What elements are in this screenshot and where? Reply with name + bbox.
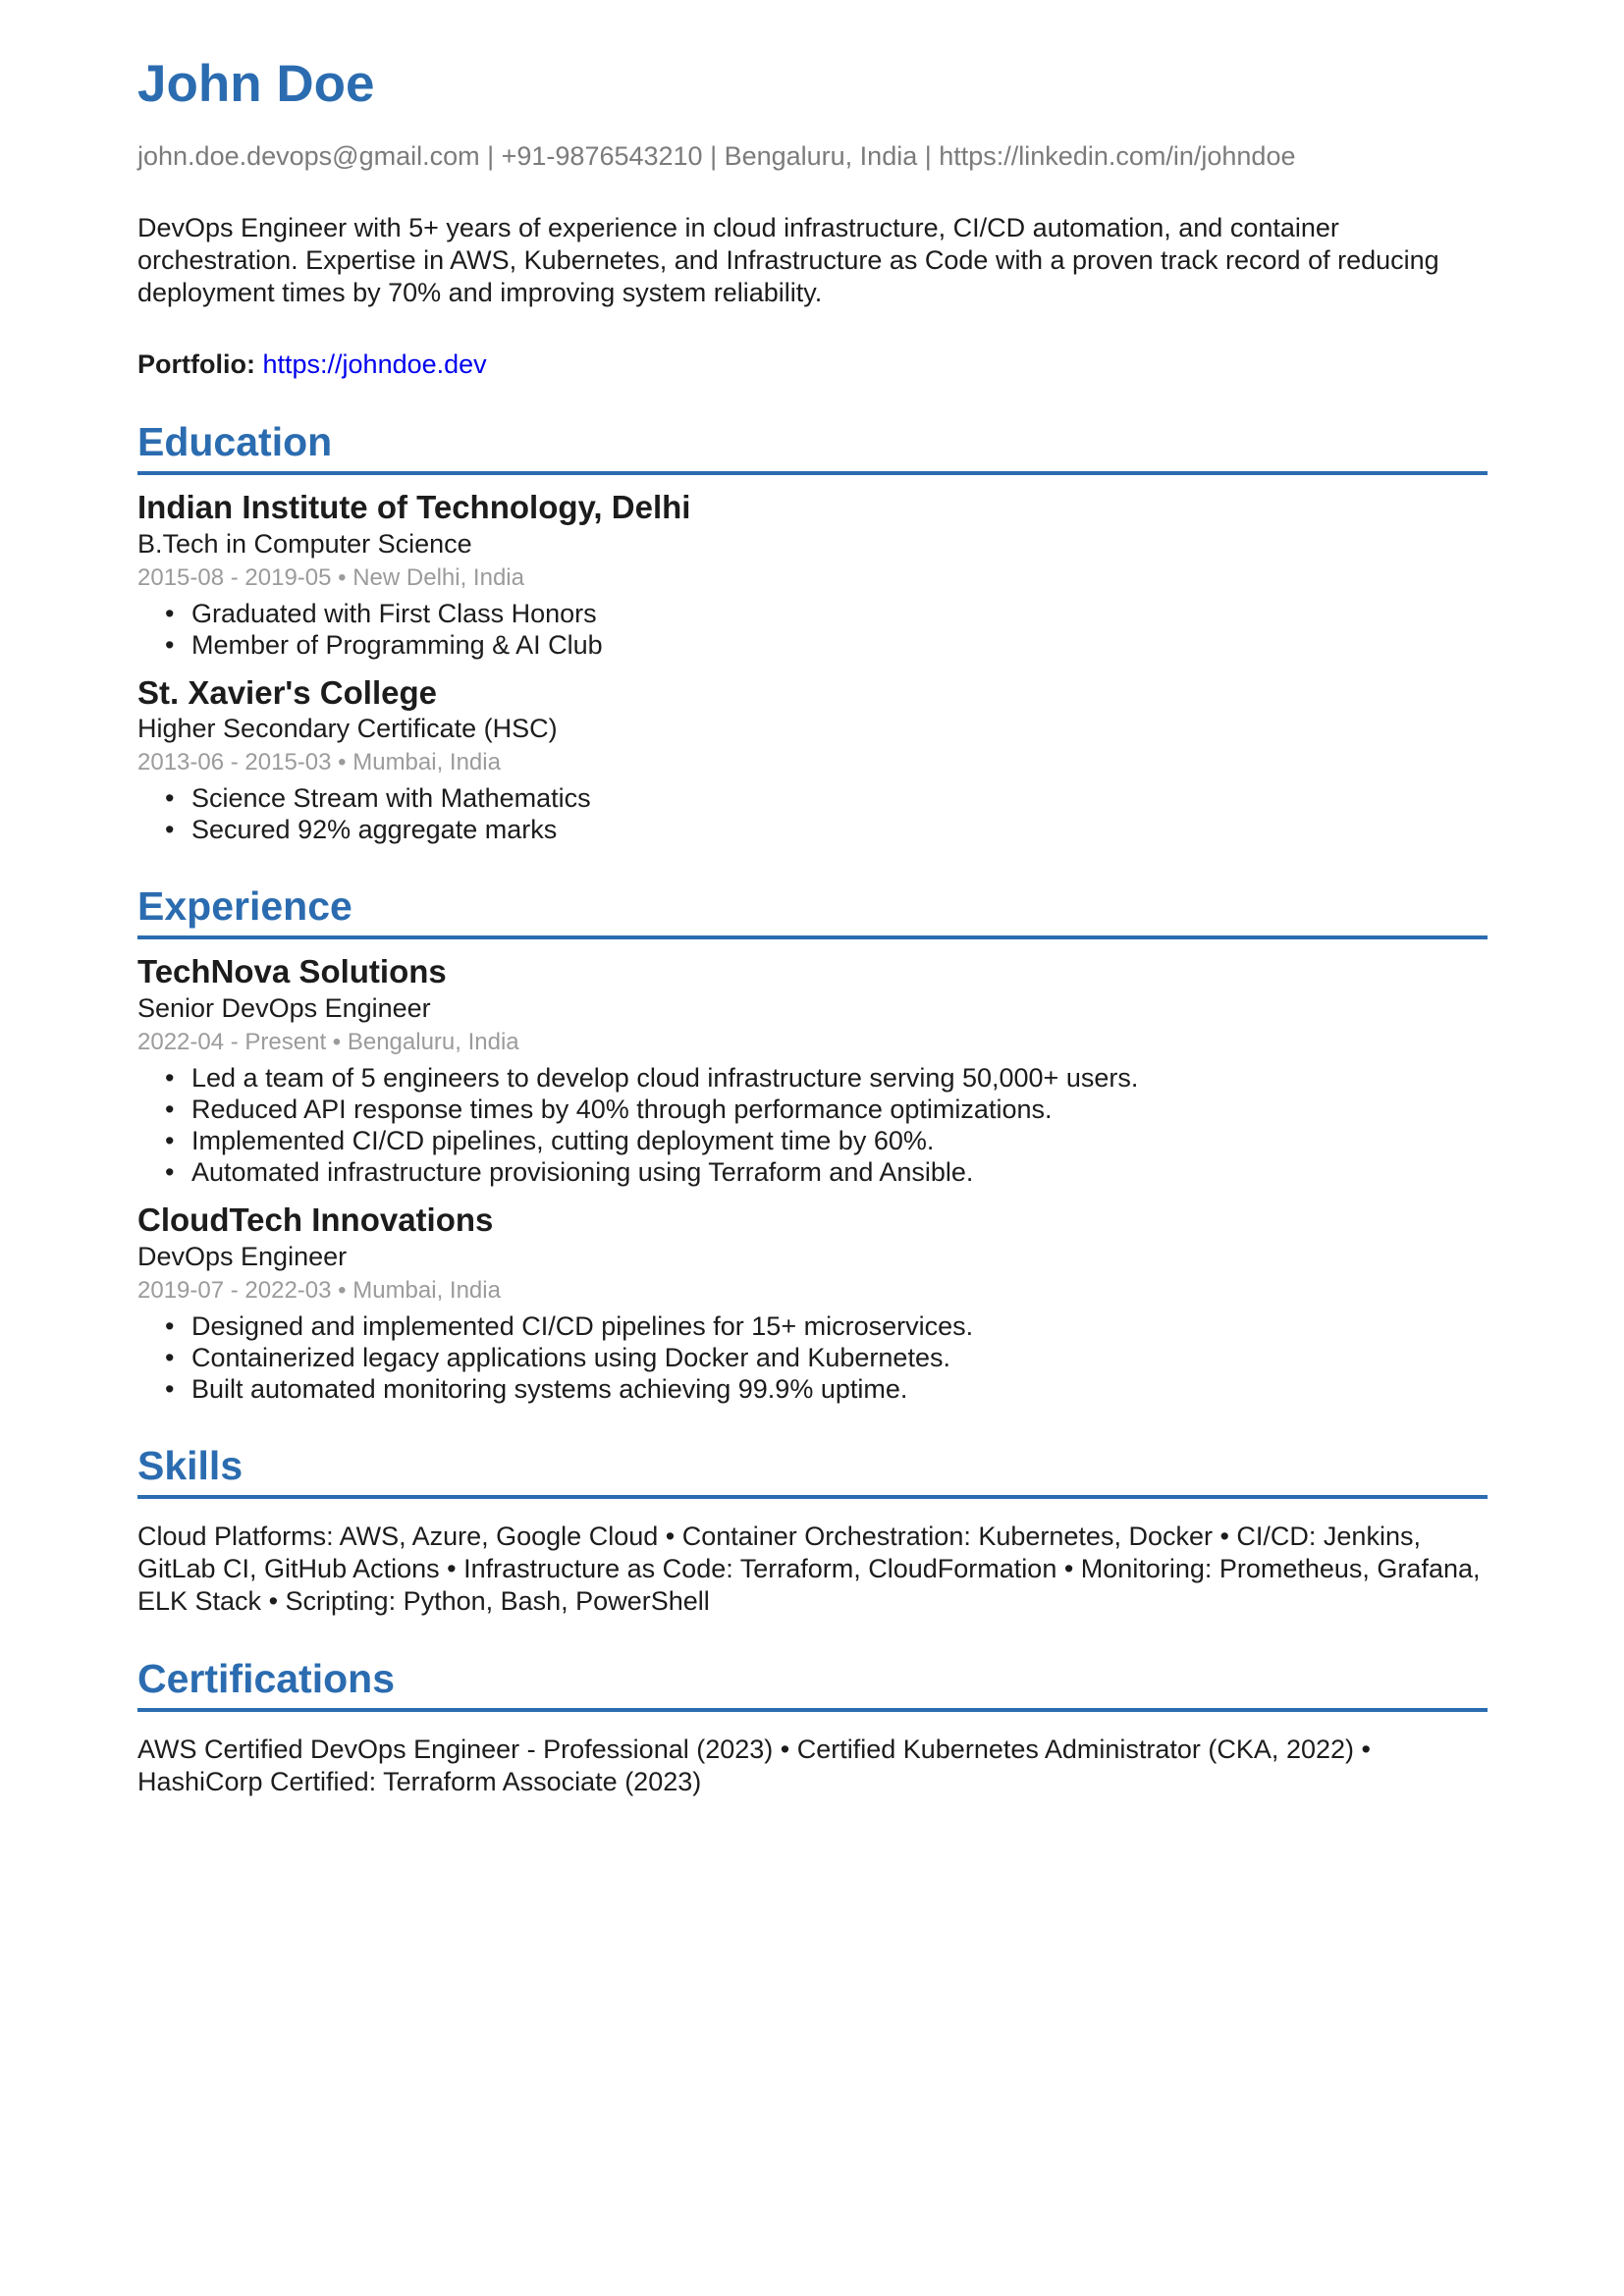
bullet-item: • Containerized legacy applications using Docker and Kubernetes. [137, 1342, 1488, 1373]
entry-subtitle: Senior DevOps Engineer [137, 992, 431, 1023]
bullet-item: • Led a team of 5 engineers to develop cloud infrastructure serving 50,000+ users. [137, 1062, 1488, 1094]
section-heading-certifications: Certifications [137, 1659, 1488, 1712]
person-name: John Doe [137, 55, 375, 113]
bullet-item: • Implemented CI/CD pipelines, cutting deployment time by 60%. [137, 1125, 1488, 1156]
entry-bullet-list [137, 1310, 1488, 1405]
experience-entry [137, 1203, 1488, 1405]
bullet-item: • Secured 92% aggregate marks [137, 814, 1488, 845]
bullet-item: • Member of Programming & AI Club [137, 629, 1488, 661]
portfolio-line [137, 348, 1488, 381]
entry-title: Indian Institute of Technology, Delhi [137, 488, 691, 525]
bullet-item: • Science Stream with Mathematics [137, 782, 1488, 814]
entry-meta: 2019-07 - 2022-03 • Mumbai, India [137, 1276, 501, 1304]
section-heading-skills: Skills [137, 1446, 1488, 1499]
contact-line: john.doe.devops@gmail.com | +91-9876543210 | Bengaluru, India | https://linkedin.com/in/johndoe [137, 140, 1296, 171]
entry-title: St. Xavier's College [137, 673, 437, 711]
entry-meta: 2013-06 - 2015-03 • Mumbai, India [137, 749, 501, 776]
bullet-item: • Graduated with First Class Honors [137, 598, 1488, 629]
bullet-item: • Automated infrastructure provisioning using Terraform and Ansible. [137, 1156, 1488, 1188]
section-certifications [137, 1655, 1488, 1798]
experience-entry [137, 955, 1488, 1188]
entry-subtitle: DevOps Engineer [137, 1241, 348, 1271]
entry-subtitle: B.Tech in Computer Science [137, 528, 472, 559]
entry-meta: 2015-08 - 2019-05 • New Delhi, India [137, 563, 524, 591]
section-heading-education: Education [137, 422, 1488, 475]
education-entry [137, 673, 1488, 846]
section-experience [137, 883, 1488, 1404]
bullet-item: • Designed and implemented CI/CD pipelines for 15+ microservices. [137, 1310, 1488, 1342]
portfolio-link[interactable]: https://johndoe.dev [262, 348, 487, 379]
entry-bullet-list [137, 782, 1488, 845]
bullet-item: • Reduced API response times by 40% through performance optimizations. [137, 1094, 1488, 1125]
education-entry [137, 488, 1488, 661]
entry-meta: 2022-04 - Present • Bengaluru, India [137, 1028, 519, 1055]
entry-bullet-list [137, 598, 1488, 661]
section-heading-experience: Experience [137, 886, 1488, 939]
certifications-text: AWS Certified DevOps Engineer - Professional (2023) • Certified Kubernetes Administrator (CKA, 2022) • HashiCorp Certified: Terraform Associate (2023) [137, 1734, 1371, 1796]
skills-text: Cloud Platforms: AWS, Azure, Google Cloud • Container Orchestration: Kubernetes, Docker • CI/CD: Jenkins, GitLab CI, GitHub Actions • Infrastructure as Code: Terraform, CloudFormation • Monitoring: Prometheus, Grafana, ELK Stack • Scripting: Python, Bash, PowerShell [137, 1521, 1481, 1616]
section-education [137, 418, 1488, 845]
section-skills [137, 1442, 1488, 1618]
bullet-item: • Built automated monitoring systems achieving 99.9% uptime. [137, 1373, 1488, 1405]
summary-text: DevOps Engineer with 5+ years of experience in cloud infrastructure, CI/CD automation, and container orchestration. Expertise in AWS, Kubernetes, and Infrastructure as Code with a proven track record of reducing deployment times by 70% and improving system reliability. [137, 212, 1439, 307]
entry-subtitle: Higher Secondary Certificate (HSC) [137, 714, 558, 744]
entry-title: TechNova Solutions [137, 953, 447, 990]
entry-bullet-list [137, 1062, 1488, 1188]
portfolio-label: Portfolio: [137, 348, 255, 379]
entry-title: CloudTech Innovations [137, 1201, 494, 1238]
resume-header [137, 55, 1488, 381]
